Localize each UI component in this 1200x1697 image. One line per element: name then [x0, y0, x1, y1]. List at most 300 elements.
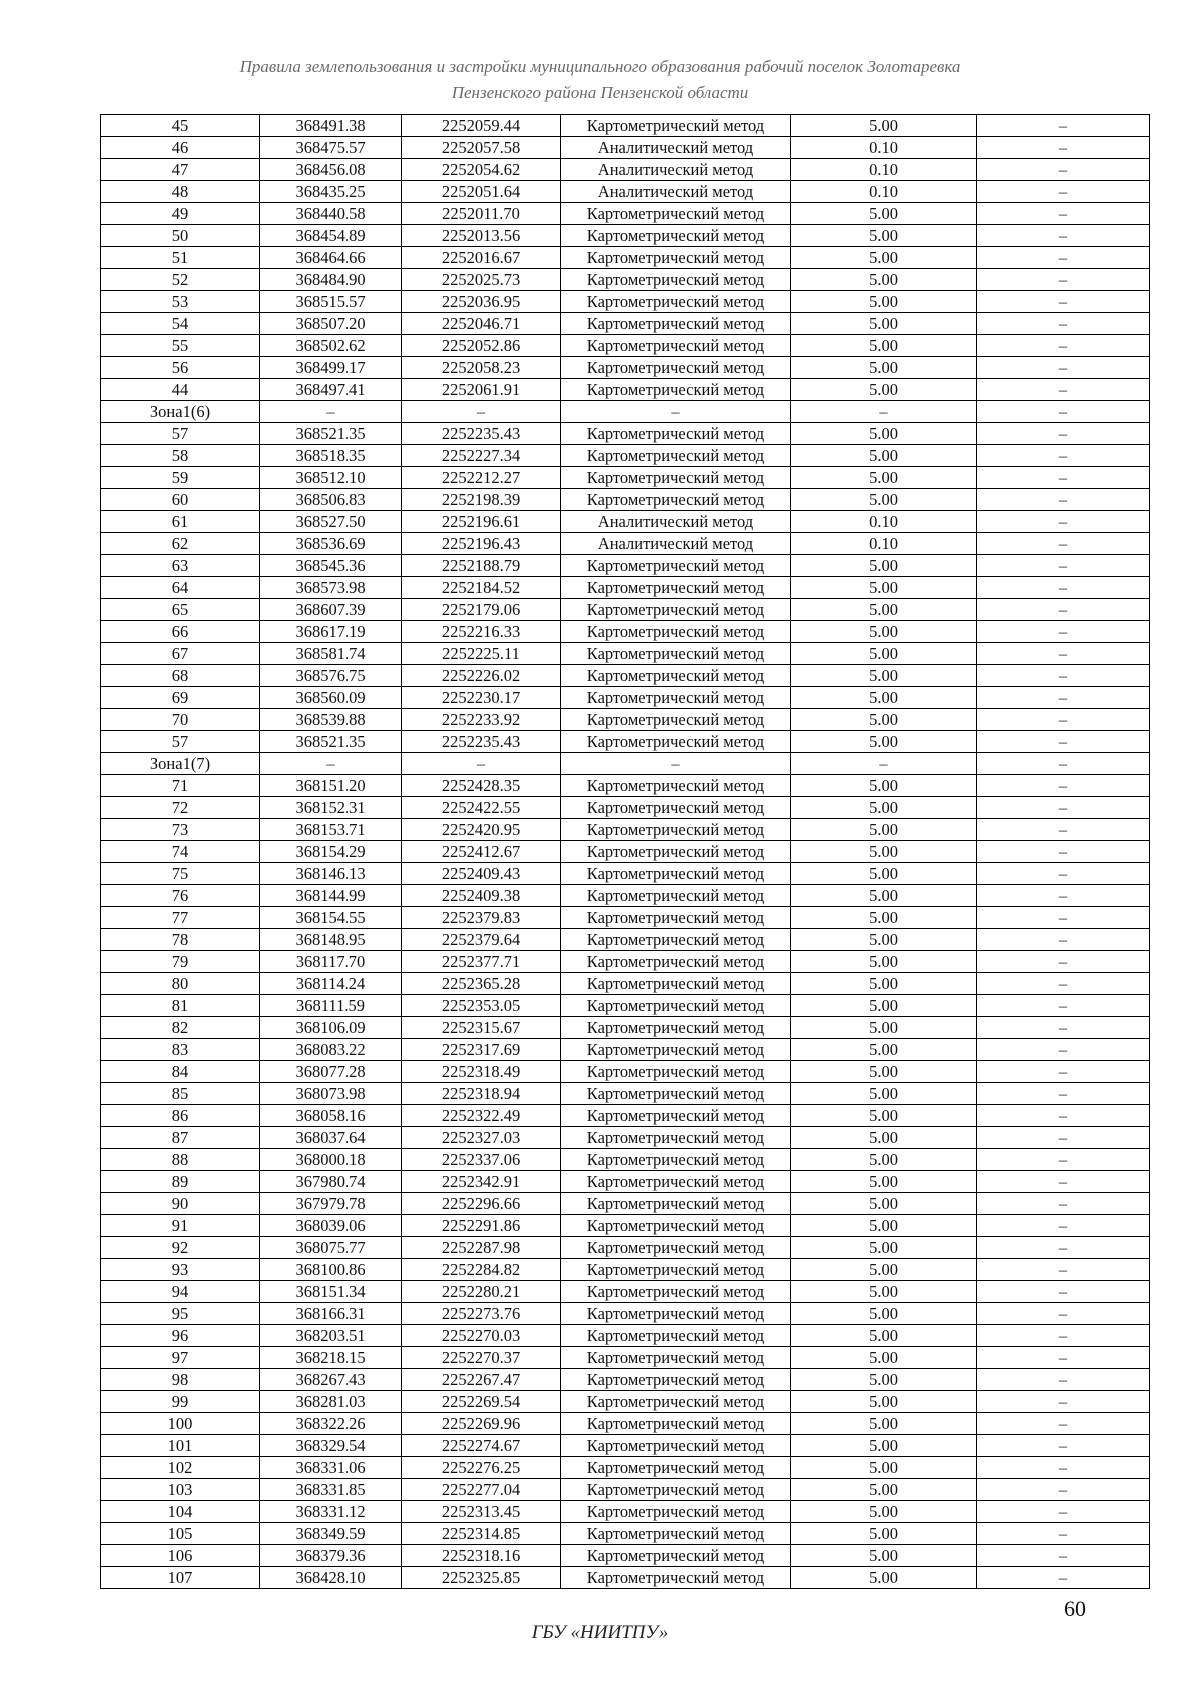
- point-number-cell: 94: [101, 1281, 260, 1303]
- accuracy-cell: 5.00: [791, 1127, 977, 1149]
- method-cell: Картометрический метод: [561, 885, 791, 907]
- method-cell: Картометрический метод: [561, 797, 791, 819]
- table-row: [101, 159, 1150, 181]
- accuracy-cell: 5.00: [791, 1149, 977, 1171]
- point-number-cell: 70: [101, 709, 260, 731]
- table-row: [101, 291, 1150, 313]
- description-cell: –: [977, 533, 1150, 555]
- x-coordinate-cell: 368146.13: [260, 863, 402, 885]
- x-coordinate-cell: 368502.62: [260, 335, 402, 357]
- x-coordinate-cell: 368484.90: [260, 269, 402, 291]
- point-number-cell: 92: [101, 1237, 260, 1259]
- y-coordinate-cell: 2252318.49: [402, 1061, 561, 1083]
- y-coordinate-cell: 2252422.55: [402, 797, 561, 819]
- x-coordinate-cell: 368581.74: [260, 643, 402, 665]
- x-coordinate-cell: 368218.15: [260, 1347, 402, 1369]
- table-row: [101, 1501, 1150, 1523]
- description-cell: –: [977, 1303, 1150, 1325]
- description-cell: –: [977, 1545, 1150, 1567]
- method-cell: Картометрический метод: [561, 973, 791, 995]
- y-coordinate-cell: 2252216.33: [402, 621, 561, 643]
- x-coordinate-cell: 368329.54: [260, 1435, 402, 1457]
- description-cell: –: [977, 1369, 1150, 1391]
- point-number-cell: Зона1(7): [101, 753, 260, 775]
- method-cell: Картометрический метод: [561, 291, 791, 313]
- x-coordinate-cell: 367980.74: [260, 1171, 402, 1193]
- accuracy-cell: 5.00: [791, 885, 977, 907]
- y-coordinate-cell: 2252337.06: [402, 1149, 561, 1171]
- table-row: [101, 863, 1150, 885]
- accuracy-cell: 5.00: [791, 269, 977, 291]
- y-coordinate-cell: 2252284.82: [402, 1259, 561, 1281]
- x-coordinate-cell: 368617.19: [260, 621, 402, 643]
- point-number-cell: 89: [101, 1171, 260, 1193]
- description-cell: –: [977, 1347, 1150, 1369]
- description-cell: –: [977, 401, 1150, 423]
- description-cell: –: [977, 269, 1150, 291]
- x-coordinate-cell: 368153.71: [260, 819, 402, 841]
- table-row: [101, 1149, 1150, 1171]
- description-cell: –: [977, 1457, 1150, 1479]
- point-number-cell: 98: [101, 1369, 260, 1391]
- y-coordinate-cell: 2252377.71: [402, 951, 561, 973]
- accuracy-cell: 5.00: [791, 1369, 977, 1391]
- table-row: [101, 841, 1150, 863]
- x-coordinate-cell: 368073.98: [260, 1083, 402, 1105]
- method-cell: Картометрический метод: [561, 1083, 791, 1105]
- table-row: [101, 1545, 1150, 1567]
- x-coordinate-cell: 368573.98: [260, 577, 402, 599]
- description-cell: –: [977, 1127, 1150, 1149]
- method-cell: Картометрический метод: [561, 1413, 791, 1435]
- accuracy-cell: 5.00: [791, 775, 977, 797]
- point-number-cell: 80: [101, 973, 260, 995]
- table-row: [101, 929, 1150, 951]
- accuracy-cell: 5.00: [791, 1083, 977, 1105]
- y-coordinate-cell: 2252196.61: [402, 511, 561, 533]
- description-cell: –: [977, 511, 1150, 533]
- method-cell: –: [561, 401, 791, 423]
- point-number-cell: 68: [101, 665, 260, 687]
- point-number-cell: 83: [101, 1039, 260, 1061]
- x-coordinate-cell: 368148.95: [260, 929, 402, 951]
- description-cell: –: [977, 1479, 1150, 1501]
- y-coordinate-cell: 2252274.67: [402, 1435, 561, 1457]
- table-row: [101, 1347, 1150, 1369]
- y-coordinate-cell: 2252226.02: [402, 665, 561, 687]
- point-number-cell: 79: [101, 951, 260, 973]
- table-row: [101, 203, 1150, 225]
- method-cell: Картометрический метод: [561, 115, 791, 137]
- accuracy-cell: 0.10: [791, 159, 977, 181]
- accuracy-cell: 5.00: [791, 1061, 977, 1083]
- method-cell: Картометрический метод: [561, 1193, 791, 1215]
- description-cell: –: [977, 995, 1150, 1017]
- accuracy-cell: 0.10: [791, 137, 977, 159]
- point-number-cell: 57: [101, 731, 260, 753]
- description-cell: –: [977, 203, 1150, 225]
- point-number-cell: 86: [101, 1105, 260, 1127]
- point-number-cell: 106: [101, 1545, 260, 1567]
- y-coordinate-cell: 2252280.21: [402, 1281, 561, 1303]
- method-cell: Картометрический метод: [561, 819, 791, 841]
- description-cell: –: [977, 291, 1150, 313]
- description-cell: –: [977, 423, 1150, 445]
- table-row: [101, 1523, 1150, 1545]
- accuracy-cell: 5.00: [791, 1391, 977, 1413]
- table-body: [101, 115, 1150, 1589]
- x-coordinate-cell: 368379.36: [260, 1545, 402, 1567]
- page-footer: ГБУ «НИИТПУ»: [531, 1622, 669, 1643]
- table-row: [101, 1171, 1150, 1193]
- accuracy-cell: 5.00: [791, 1017, 977, 1039]
- point-number-cell: 82: [101, 1017, 260, 1039]
- description-cell: –: [977, 1215, 1150, 1237]
- y-coordinate-cell: 2252313.45: [402, 1501, 561, 1523]
- description-cell: –: [977, 1435, 1150, 1457]
- accuracy-cell: 5.00: [791, 731, 977, 753]
- description-cell: –: [977, 379, 1150, 401]
- table-row: [101, 247, 1150, 269]
- x-coordinate-cell: 368607.39: [260, 599, 402, 621]
- method-cell: –: [561, 753, 791, 775]
- method-cell: Картометрический метод: [561, 1303, 791, 1325]
- y-coordinate-cell: 2252059.44: [402, 115, 561, 137]
- table-row: [101, 709, 1150, 731]
- accuracy-cell: –: [791, 401, 977, 423]
- method-cell: Картометрический метод: [561, 1237, 791, 1259]
- x-coordinate-cell: 368000.18: [260, 1149, 402, 1171]
- x-coordinate-cell: 368100.86: [260, 1259, 402, 1281]
- x-coordinate-cell: 368456.08: [260, 159, 402, 181]
- method-cell: Картометрический метод: [561, 1105, 791, 1127]
- point-number-cell: 101: [101, 1435, 260, 1457]
- point-number-cell: 71: [101, 775, 260, 797]
- x-coordinate-cell: 368267.43: [260, 1369, 402, 1391]
- method-cell: Аналитический метод: [561, 159, 791, 181]
- accuracy-cell: 5.00: [791, 1347, 977, 1369]
- y-coordinate-cell: 2252277.04: [402, 1479, 561, 1501]
- point-number-cell: 81: [101, 995, 260, 1017]
- table-row: [101, 511, 1150, 533]
- accuracy-cell: 5.00: [791, 1413, 977, 1435]
- accuracy-cell: 5.00: [791, 621, 977, 643]
- method-cell: Картометрический метод: [561, 467, 791, 489]
- x-coordinate-cell: 368464.66: [260, 247, 402, 269]
- y-coordinate-cell: 2252291.86: [402, 1215, 561, 1237]
- x-coordinate-cell: 368428.10: [260, 1567, 402, 1589]
- accuracy-cell: 5.00: [791, 467, 977, 489]
- point-number-cell: 62: [101, 533, 260, 555]
- method-cell: Картометрический метод: [561, 1457, 791, 1479]
- point-number-cell: 85: [101, 1083, 260, 1105]
- point-number-cell: 67: [101, 643, 260, 665]
- y-coordinate-cell: 2252057.58: [402, 137, 561, 159]
- y-coordinate-cell: 2252365.28: [402, 973, 561, 995]
- point-number-cell: 73: [101, 819, 260, 841]
- x-coordinate-cell: 368499.17: [260, 357, 402, 379]
- accuracy-cell: –: [791, 753, 977, 775]
- method-cell: Картометрический метод: [561, 665, 791, 687]
- y-coordinate-cell: 2252196.43: [402, 533, 561, 555]
- point-number-cell: 45: [101, 115, 260, 137]
- point-number-cell: 59: [101, 467, 260, 489]
- y-coordinate-cell: 2252036.95: [402, 291, 561, 313]
- table-row: [101, 269, 1150, 291]
- point-number-cell: 76: [101, 885, 260, 907]
- x-coordinate-cell: 368322.26: [260, 1413, 402, 1435]
- y-coordinate-cell: 2252317.69: [402, 1039, 561, 1061]
- table-row: [101, 137, 1150, 159]
- x-coordinate-cell: 368117.70: [260, 951, 402, 973]
- x-coordinate-cell: 368154.55: [260, 907, 402, 929]
- point-number-cell: 91: [101, 1215, 260, 1237]
- method-cell: Картометрический метод: [561, 907, 791, 929]
- method-cell: Картометрический метод: [561, 269, 791, 291]
- point-number-cell: 88: [101, 1149, 260, 1171]
- table-row: [101, 1039, 1150, 1061]
- description-cell: –: [977, 577, 1150, 599]
- page-number: 60: [1064, 1596, 1086, 1621]
- y-coordinate-cell: 2252235.43: [402, 423, 561, 445]
- description-cell: –: [977, 1259, 1150, 1281]
- description-cell: –: [977, 225, 1150, 247]
- accuracy-cell: 5.00: [791, 709, 977, 731]
- accuracy-cell: 5.00: [791, 1171, 977, 1193]
- x-coordinate-cell: 368576.75: [260, 665, 402, 687]
- table-row: [101, 1083, 1150, 1105]
- point-number-cell: 104: [101, 1501, 260, 1523]
- method-cell: Картометрический метод: [561, 709, 791, 731]
- y-coordinate-cell: 2252013.56: [402, 225, 561, 247]
- accuracy-cell: 0.10: [791, 511, 977, 533]
- accuracy-cell: 5.00: [791, 1457, 977, 1479]
- description-cell: –: [977, 445, 1150, 467]
- description-cell: –: [977, 1391, 1150, 1413]
- table-row: [101, 819, 1150, 841]
- x-coordinate-cell: 368111.59: [260, 995, 402, 1017]
- point-number-cell: 99: [101, 1391, 260, 1413]
- point-number-cell: 58: [101, 445, 260, 467]
- y-coordinate-cell: 2252267.47: [402, 1369, 561, 1391]
- method-cell: Картометрический метод: [561, 1259, 791, 1281]
- table-row: [101, 885, 1150, 907]
- description-cell: –: [977, 247, 1150, 269]
- x-coordinate-cell: 368077.28: [260, 1061, 402, 1083]
- method-cell: Картометрический метод: [561, 357, 791, 379]
- method-cell: Картометрический метод: [561, 1061, 791, 1083]
- table-row: [101, 643, 1150, 665]
- description-cell: –: [977, 1501, 1150, 1523]
- accuracy-cell: 5.00: [791, 1105, 977, 1127]
- page-header: [120, 54, 1080, 106]
- point-number-cell: 44: [101, 379, 260, 401]
- point-number-cell: 78: [101, 929, 260, 951]
- x-coordinate-cell: 368058.16: [260, 1105, 402, 1127]
- method-cell: Картометрический метод: [561, 1281, 791, 1303]
- method-cell: Картометрический метод: [561, 1017, 791, 1039]
- description-cell: –: [977, 599, 1150, 621]
- x-coordinate-cell: 368039.06: [260, 1215, 402, 1237]
- method-cell: Картометрический метод: [561, 951, 791, 973]
- method-cell: Картометрический метод: [561, 1479, 791, 1501]
- method-cell: Аналитический метод: [561, 511, 791, 533]
- description-cell: –: [977, 1171, 1150, 1193]
- description-cell: –: [977, 687, 1150, 709]
- point-number-cell: 50: [101, 225, 260, 247]
- accuracy-cell: 5.00: [791, 445, 977, 467]
- y-coordinate-cell: 2252318.16: [402, 1545, 561, 1567]
- description-cell: –: [977, 1149, 1150, 1171]
- description-cell: –: [977, 489, 1150, 511]
- table-row: [101, 1413, 1150, 1435]
- description-cell: –: [977, 775, 1150, 797]
- point-number-cell: 77: [101, 907, 260, 929]
- x-coordinate-cell: 368521.35: [260, 731, 402, 753]
- x-coordinate-cell: 368075.77: [260, 1237, 402, 1259]
- method-cell: Картометрический метод: [561, 929, 791, 951]
- x-coordinate-cell: 368331.06: [260, 1457, 402, 1479]
- description-cell: –: [977, 159, 1150, 181]
- method-cell: Картометрический метод: [561, 203, 791, 225]
- description-cell: –: [977, 357, 1150, 379]
- point-number-cell: Зона1(6): [101, 401, 260, 423]
- y-coordinate-cell: 2252428.35: [402, 775, 561, 797]
- point-number-cell: 107: [101, 1567, 260, 1589]
- accuracy-cell: 5.00: [791, 313, 977, 335]
- accuracy-cell: 5.00: [791, 643, 977, 665]
- y-coordinate-cell: 2252235.43: [402, 731, 561, 753]
- method-cell: Картометрический метод: [561, 577, 791, 599]
- y-coordinate-cell: 2252318.94: [402, 1083, 561, 1105]
- method-cell: Картометрический метод: [561, 1435, 791, 1457]
- point-number-cell: 105: [101, 1523, 260, 1545]
- description-cell: –: [977, 731, 1150, 753]
- y-coordinate-cell: 2252269.54: [402, 1391, 561, 1413]
- table-row: [101, 1193, 1150, 1215]
- x-coordinate-cell: 368331.12: [260, 1501, 402, 1523]
- y-coordinate-cell: 2252025.73: [402, 269, 561, 291]
- description-cell: –: [977, 181, 1150, 203]
- method-cell: Картометрический метод: [561, 1325, 791, 1347]
- table-row: [101, 577, 1150, 599]
- x-coordinate-cell: 368152.31: [260, 797, 402, 819]
- table-row: [101, 951, 1150, 973]
- y-coordinate-cell: 2252061.91: [402, 379, 561, 401]
- x-coordinate-cell: –: [260, 401, 402, 423]
- accuracy-cell: 5.00: [791, 1325, 977, 1347]
- table-row: [101, 1237, 1150, 1259]
- y-coordinate-cell: 2252420.95: [402, 819, 561, 841]
- x-coordinate-cell: 368539.88: [260, 709, 402, 731]
- method-cell: Картометрический метод: [561, 379, 791, 401]
- x-coordinate-cell: 368512.10: [260, 467, 402, 489]
- x-coordinate-cell: 368144.99: [260, 885, 402, 907]
- description-cell: –: [977, 555, 1150, 577]
- table-row: [101, 357, 1150, 379]
- y-coordinate-cell: 2252046.71: [402, 313, 561, 335]
- y-coordinate-cell: 2252342.91: [402, 1171, 561, 1193]
- y-coordinate-cell: 2252016.67: [402, 247, 561, 269]
- y-coordinate-cell: 2252227.34: [402, 445, 561, 467]
- y-coordinate-cell: 2252315.67: [402, 1017, 561, 1039]
- accuracy-cell: 5.00: [791, 599, 977, 621]
- y-coordinate-cell: 2252379.64: [402, 929, 561, 951]
- description-cell: –: [977, 335, 1150, 357]
- accuracy-cell: 5.00: [791, 1435, 977, 1457]
- y-coordinate-cell: 2252379.83: [402, 907, 561, 929]
- accuracy-cell: 5.00: [791, 335, 977, 357]
- method-cell: Картометрический метод: [561, 863, 791, 885]
- description-cell: –: [977, 137, 1150, 159]
- accuracy-cell: 5.00: [791, 1237, 977, 1259]
- table-row: [101, 1369, 1150, 1391]
- point-number-cell: 46: [101, 137, 260, 159]
- y-coordinate-cell: 2252184.52: [402, 577, 561, 599]
- accuracy-cell: 5.00: [791, 951, 977, 973]
- table-row: [101, 1435, 1150, 1457]
- method-cell: Картометрический метод: [561, 1347, 791, 1369]
- accuracy-cell: 5.00: [791, 1545, 977, 1567]
- table-row: [101, 687, 1150, 709]
- table-row: [101, 907, 1150, 929]
- table-row: [101, 1127, 1150, 1149]
- point-number-cell: 84: [101, 1061, 260, 1083]
- method-cell: Картометрический метод: [561, 445, 791, 467]
- method-cell: Картометрический метод: [561, 1149, 791, 1171]
- y-coordinate-cell: 2252409.43: [402, 863, 561, 885]
- point-number-cell: 48: [101, 181, 260, 203]
- method-cell: Картометрический метод: [561, 1369, 791, 1391]
- method-cell: Картометрический метод: [561, 489, 791, 511]
- description-cell: –: [977, 621, 1150, 643]
- point-number-cell: 55: [101, 335, 260, 357]
- description-cell: –: [977, 1523, 1150, 1545]
- method-cell: Аналитический метод: [561, 137, 791, 159]
- point-number-cell: 74: [101, 841, 260, 863]
- method-cell: Картометрический метод: [561, 1127, 791, 1149]
- method-cell: Картометрический метод: [561, 731, 791, 753]
- x-coordinate-cell: 368151.34: [260, 1281, 402, 1303]
- table-row: [101, 379, 1150, 401]
- accuracy-cell: 5.00: [791, 819, 977, 841]
- accuracy-cell: 0.10: [791, 533, 977, 555]
- point-number-cell: 65: [101, 599, 260, 621]
- x-coordinate-cell: 368521.35: [260, 423, 402, 445]
- x-coordinate-cell: 368151.20: [260, 775, 402, 797]
- point-number-cell: 49: [101, 203, 260, 225]
- method-cell: Картометрический метод: [561, 423, 791, 445]
- accuracy-cell: 5.00: [791, 1215, 977, 1237]
- point-number-cell: 90: [101, 1193, 260, 1215]
- table-row: [101, 533, 1150, 555]
- y-coordinate-cell: 2252270.03: [402, 1325, 561, 1347]
- x-coordinate-cell: –: [260, 753, 402, 775]
- table-row: [101, 335, 1150, 357]
- description-cell: –: [977, 643, 1150, 665]
- x-coordinate-cell: 368203.51: [260, 1325, 402, 1347]
- table-row: [101, 467, 1150, 489]
- method-cell: Картометрический метод: [561, 555, 791, 577]
- description-cell: –: [977, 1413, 1150, 1435]
- table-row: [101, 1457, 1150, 1479]
- accuracy-cell: 5.00: [791, 665, 977, 687]
- accuracy-cell: 5.00: [791, 973, 977, 995]
- accuracy-cell: 5.00: [791, 577, 977, 599]
- method-cell: Картометрический метод: [561, 841, 791, 863]
- x-coordinate-cell: 368440.58: [260, 203, 402, 225]
- point-number-cell: 54: [101, 313, 260, 335]
